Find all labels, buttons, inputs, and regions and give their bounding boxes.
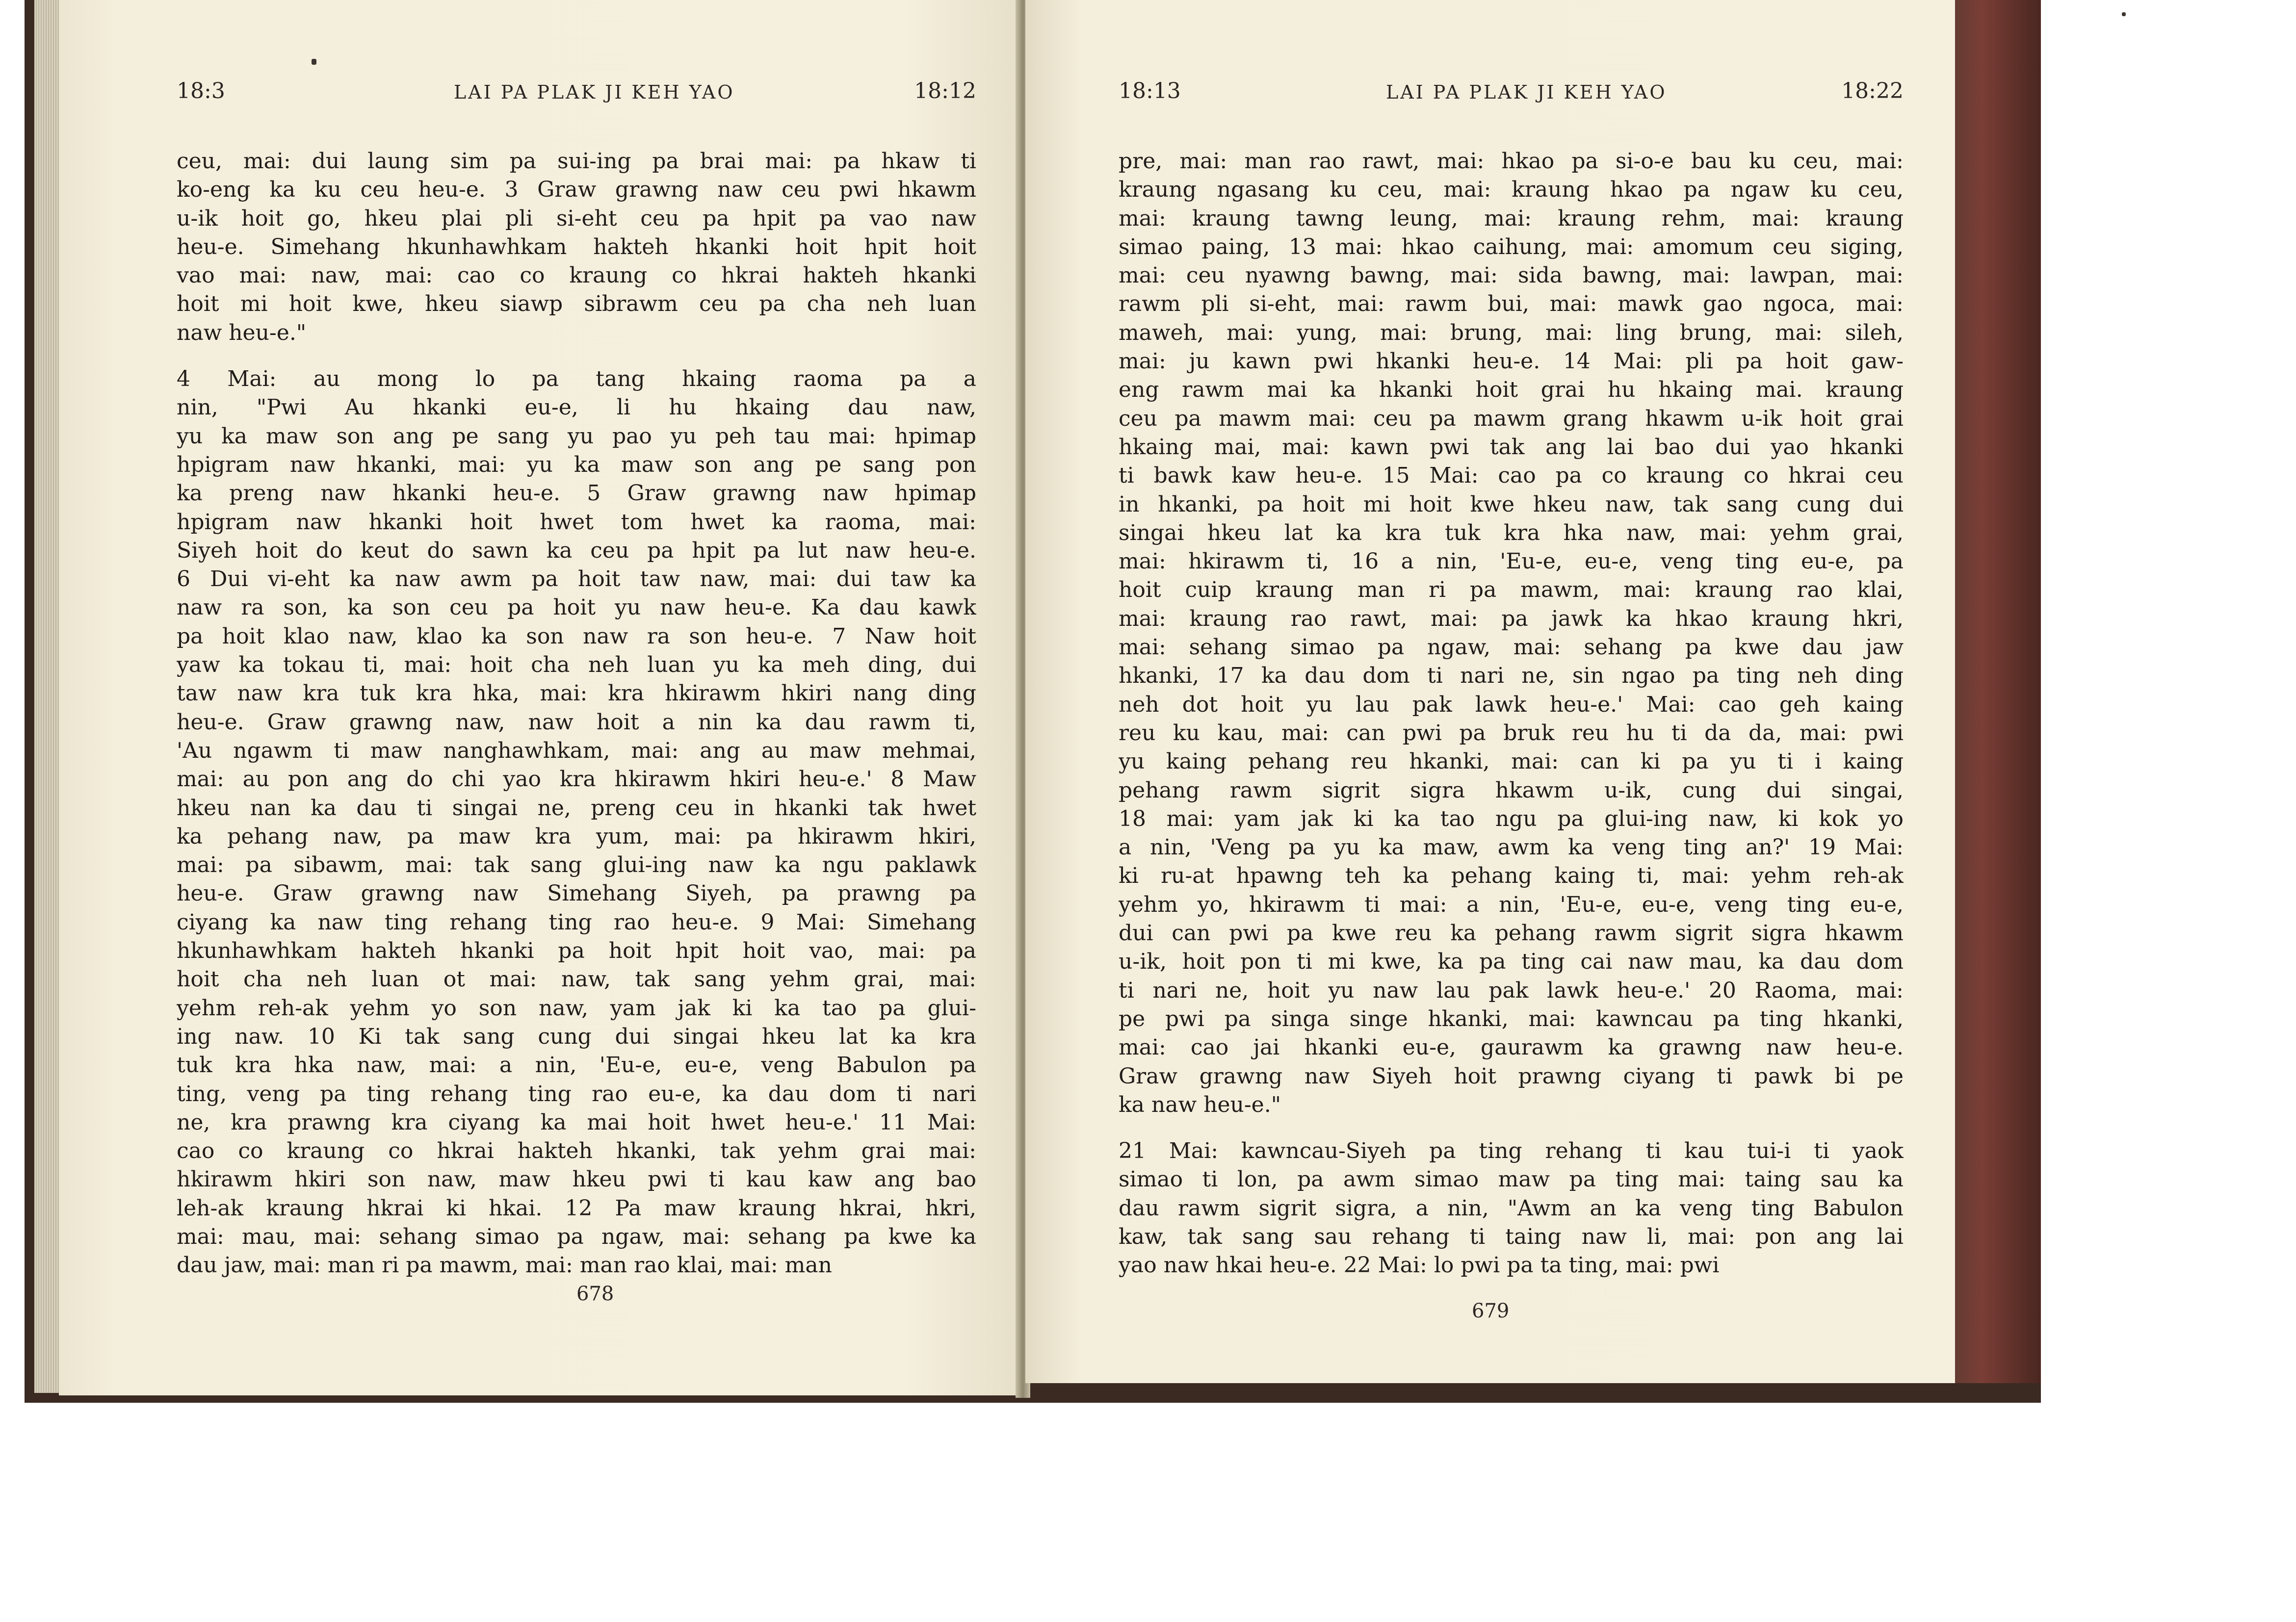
ink-speck (2122, 12, 2126, 16)
text-line: ka preng naw hkanki heu-e. 5 Graw grawng naw hpimap (177, 481, 976, 506)
text-line: mai: mau, mai: sehang simao pa ngaw, mai: sehang pa kwe ka (177, 1224, 976, 1249)
text-line: maweh, mai: yung, mai: brung, mai: ling brung, mai: sileh, (1119, 320, 1904, 345)
text-line: 6 Dui vi-eht ka naw awm pa hoit taw naw, mai: dui taw ka (177, 566, 976, 592)
text-line: neh dot hoit yu lau pak lawk heu-e.' Mai: cao geh kaing (1119, 692, 1904, 717)
text-line: a nin, 'Veng pa yu ka maw, awm ka veng ting an?' 19 Mai: (1119, 835, 1904, 860)
left-header-verse-end: 18:12 (914, 78, 976, 103)
text-line: ceu pa mawm mai: ceu pa mawm grang hkawm u-ik hoit grai (1119, 406, 1904, 431)
text-line: mai: cao jai hkanki eu-e, gaurawm ka grawng naw heu-e. (1119, 1035, 1904, 1060)
text-line: hkanki, 17 ka dau dom ti nari ne, sin ngao pa ting neh ding (1119, 663, 1904, 689)
text-line: ing naw. 10 Ki tak sang cung dui singai hkeu lat ka kra (177, 1024, 976, 1049)
text-line: rawm pli si-eht, mai: rawm bui, mai: mawk gao ngoca, mai: (1119, 291, 1904, 317)
text-line: hkeu nan ka dau ti singai ne, preng ceu in hkanki tak hwet (177, 795, 976, 821)
text-line: u-ik hoit go, hkeu plai pli si-eht ceu pa hpit pa vao naw (177, 206, 976, 231)
text-line: singai hkeu lat ka kra tuk kra hka naw, mai: yehm grai, (1119, 520, 1904, 545)
left-header-running-title: LAI PA PLAK JI KEH YAO (454, 81, 735, 103)
text-line: simao paing, 13 mai: hkao caihung, mai: amomum ceu siging, (1119, 234, 1904, 259)
text-line: yu ka maw son ang pe sang yu pao yu peh tau mai: hpimap (177, 423, 976, 449)
text-line: in hkanki, pa hoit mi hoit kwe hkeu naw, tak sang cung dui (1119, 491, 1904, 517)
text-line: pre, mai: man rao rawt, mai: hkao pa si-o-e bau ku ceu, mai: (1119, 149, 1904, 174)
text-line: kraung ngasang ku ceu, mai: kraung hkao pa ngaw ku ceu, (1119, 177, 1904, 203)
text-line: ti nari ne, hoit yu naw lau pak lawk heu-e.' 20 Raoma, mai: (1119, 978, 1904, 1003)
text-line: ne, kra prawng kra ciyang ka mai hoit hwet heu-e.' 11 Mai: (177, 1109, 976, 1135)
text-line: mai: ju kawn pwi hkanki heu-e. 14 Mai: pli pa hoit gaw- (1119, 349, 1904, 374)
text-line: pehang rawm sigrit sigra hkawm u-ik, cung dui singai, (1119, 777, 1904, 803)
text-line: hkirawm hkiri son naw, maw hkeu pwi ti kau kaw ang bao (177, 1167, 976, 1192)
text-line: taw naw kra tuk kra hka, mai: kra hkirawm hkiri nang ding (177, 681, 976, 706)
left-page-header (177, 78, 976, 118)
text-line: hoit cha neh luan ot mai: naw, tak sang yehm grai, mai: (177, 967, 976, 992)
text-line: yao naw hkai heu-e. 22 Mai: lo pwi pa ta ting, mai: pwi (1119, 1253, 1720, 1278)
text-line: leh-ak kraung hkrai ki hkai. 12 Pa maw kraung hkrai, hkri, (177, 1195, 976, 1221)
text-line: mai: kraung rao rawt, mai: pa jawk ka hkao kraung hkri, (1119, 606, 1904, 631)
text-line: hkunhawhkam hakteh hkanki pa hoit hpit hoit vao, mai: pa (177, 938, 976, 964)
text-line: heu-e. Graw grawng naw Simehang Siyeh, pa prawng pa (177, 881, 976, 906)
paragraph-gap (177, 347, 976, 365)
text-line: ting, veng pa ting rehang ting rao eu-e, ka dau dom ti nari (177, 1081, 976, 1107)
right-header-verse-start: 18:13 (1119, 78, 1181, 103)
right-page-number: 679 (1472, 1300, 1510, 1322)
text-line: pa hoit klao naw, klao ka son naw ra son heu-e. 7 Naw hoit (177, 623, 976, 649)
right-page (1025, 0, 1955, 1383)
text-line: hoit mi hoit kwe, hkeu siawp sibrawm ceu pa cha neh luan (177, 291, 976, 317)
text-line: yehm reh-ak yehm yo son naw, yam jak ki ka tao pa glui- (177, 995, 976, 1021)
text-line: dui can pwi pa kwe reu ka pehang rawm sigrit sigra hkawm (1119, 921, 1904, 946)
text-line: Graw grawng naw Siyeh hoit prawng ciyang ti pawk bi pe (1119, 1063, 1904, 1089)
text-line: yaw ka tokau ti, mai: hoit cha neh luan yu ka meh ding, dui (177, 652, 976, 678)
text-line: ko-eng ka ku ceu heu-e. 3 Graw grawng naw ceu pwi hkawm (177, 177, 976, 203)
text-line: hpigram naw hkanki, mai: yu ka maw son ang pe sang pon (177, 452, 976, 477)
left-page-body (177, 147, 976, 1280)
text-line: naw ra son, ka son ceu pa hoit yu naw heu-e. Ka dau kawk (177, 595, 976, 620)
text-line: reu ku kau, mai: can pwi pa bruk reu hu ti da da, mai: pwi (1119, 720, 1904, 746)
text-line: ki ru-at hpawng teh ka pehang kaing ti, mai: yehm reh-ak (1119, 863, 1904, 889)
left-page-number: 678 (576, 1283, 614, 1305)
text-line: mai: sehang simao pa ngaw, mai: sehang pa kwe dau jaw (1119, 635, 1904, 660)
text-line: kaw, tak sang sau rehang ti taing naw li, mai: pon ang lai (1119, 1224, 1904, 1249)
text-line: tuk kra hka naw, mai: a nin, 'Eu-e, eu-e, veng Babulon pa (177, 1053, 976, 1078)
text-line: pe pwi pa singa singe hkanki, mai: kawncau pa ting hkanki, (1119, 1006, 1904, 1031)
text-line: ka naw heu-e." (1119, 1092, 1281, 1117)
text-line: simao ti lon, pa awm simao maw pa ting mai: taing sau ka (1119, 1167, 1904, 1192)
text-line: naw heu-e." (177, 320, 307, 345)
text-line: ciyang ka naw ting rehang ting rao heu-e. 9 Mai: Simehang (177, 909, 976, 935)
text-line: mai: ceu nyawng bawng, mai: sida bawng, mai: lawpan, mai: (1119, 263, 1904, 288)
text-line: mai: kraung tawng leung, mai: kraung rehm, mai: kraung (1119, 206, 1904, 231)
text-line: 21 Mai: kawncau-Siyeh pa ting rehang ti kau tui-i ti yaok (1119, 1138, 1904, 1164)
text-line: ti bawk kaw heu-e. 15 Mai: cao pa co kraung co hkrai ceu (1119, 463, 1904, 489)
text-line: u-ik, hoit pon ti mi kwe, ka pa ting cai naw mau, ka dau dom (1119, 949, 1904, 975)
text-line: ka pehang naw, pa maw kra yum, mai: pa hkirawm hkiri, (177, 824, 976, 849)
text-line: eng rawm mai ka hkanki hoit grai hu hkaing mai. kraung (1119, 377, 1904, 403)
ink-speck (312, 59, 316, 65)
right-header-verse-end: 18:22 (1841, 78, 1904, 103)
text-line: nin, "Pwi Au hkanki eu-e, li hu hkaing dau naw, (177, 395, 976, 420)
left-page (59, 0, 1020, 1395)
text-line: ceu, mai: dui laung sim pa sui-ing pa brai mai: pa hkaw ti (177, 149, 976, 174)
cover-edge (1943, 0, 2041, 1383)
text-line: cao co kraung co hkrai hakteh hkanki, tak yehm grai mai: (177, 1138, 976, 1164)
text-line: 'Au ngawm ti maw nanghawhkam, mai: ang au maw mehmai, (177, 738, 976, 763)
text-line: heu-e. Simehang hkunhawhkam hakteh hkanki hoit hpit hoit (177, 234, 976, 259)
left-header-verse-start: 18:3 (177, 78, 225, 103)
paragraph-gap (1119, 1119, 1904, 1137)
text-line: dau rawm sigrit sigra, a nin, "Awm an ka veng ting Babulon (1119, 1195, 1904, 1221)
text-line: mai: pa sibawm, mai: tak sang glui-ing naw ka ngu paklawk (177, 852, 976, 878)
right-page-header (1119, 78, 1904, 118)
text-line: vao mai: naw, mai: cao co kraung co hkrai hakteh hkanki (177, 263, 976, 288)
text-line: mai: hkirawm ti, 16 a nin, 'Eu-e, eu-e, veng ting eu-e, pa (1119, 549, 1904, 574)
text-line: 18 mai: yam jak ki ka tao ngu pa glui-ing naw, ki kok yo (1119, 806, 1904, 831)
text-line: hpigram naw hkanki hoit hwet tom hwet ka raoma, mai: (177, 509, 976, 535)
text-line: hkaing mai, mai: kawn pwi tak ang lai bao dui yao hkanki (1119, 434, 1904, 460)
text-line: hoit cuip kraung man ri pa mawm, mai: kraung rao klai, (1119, 577, 1904, 603)
text-line: Siyeh hoit do keut do sawn ka ceu pa hpit pa lut naw heu-e. (177, 538, 976, 563)
text-line: 4 Mai: au mong lo pa tang hkaing raoma pa a (177, 366, 976, 392)
text-line: dau jaw, mai: man ri pa mawm, mai: man rao klai, mai: man (177, 1253, 832, 1278)
right-page-body (1119, 147, 1904, 1280)
right-header-running-title: LAI PA PLAK JI KEH YAO (1386, 81, 1667, 103)
text-line: heu-e. Graw grawng naw, naw hoit a nin ka dau rawm ti, (177, 709, 976, 735)
text-line: yu kaing pehang reu hkanki, mai: can ki pa yu ti i kaing (1119, 749, 1904, 774)
text-line: mai: au pon ang do chi yao kra hkirawm hkiri heu-e.' 8 Maw (177, 767, 976, 792)
text-line: yehm yo, hkirawm ti mai: a nin, 'Eu-e, eu-e, veng ting eu-e, (1119, 892, 1904, 917)
